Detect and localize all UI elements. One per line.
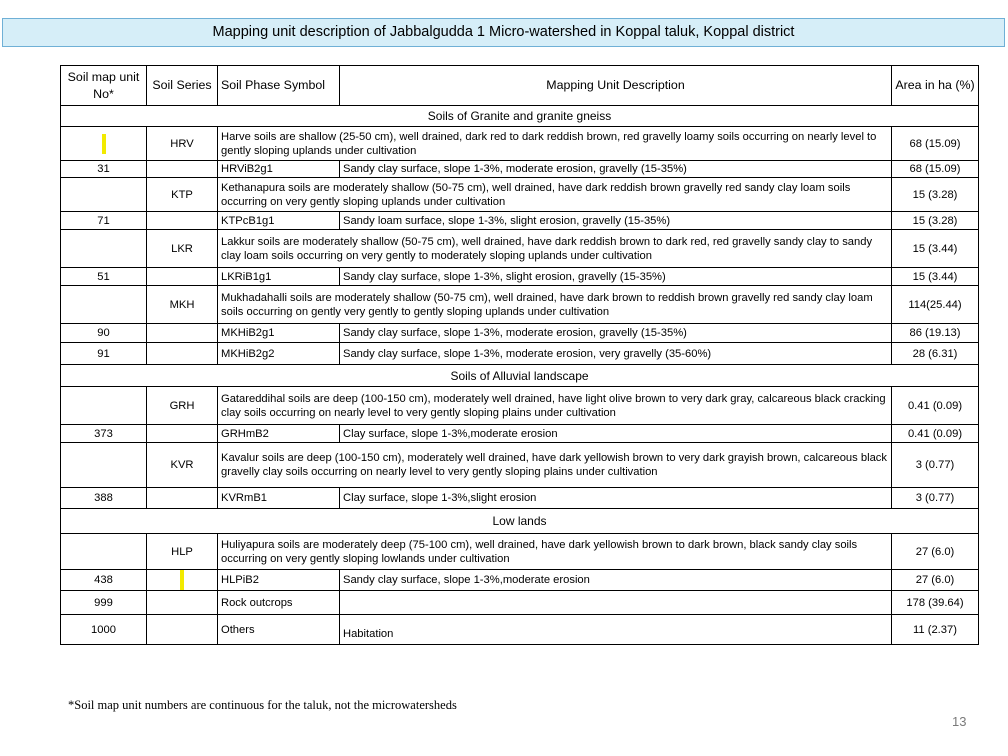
series-cell: MKH: [147, 286, 218, 324]
unit-no-cell-empty: [61, 230, 147, 268]
series-description: Mukhadahalli soils are moderately shallow (50-75 cm), well drained, have dark brown to reddish brown gravelly red sandy clay loam soils occurring on gently very gently to gently sloping uplands under cultivation: [218, 286, 892, 324]
phase-description: Habitation: [340, 615, 892, 645]
section-row-lowlands: [61, 509, 979, 534]
area-cell: 3 (0.77): [892, 443, 979, 488]
unit-no-cell: 388: [61, 488, 147, 509]
phase-description: Sandy loam surface, slope 1-3%, slight erosion, gravelly (15-35%): [340, 212, 892, 230]
mapping-unit-table: [60, 65, 979, 645]
phase-symbol: Rock outcrops: [218, 591, 340, 615]
page-title: Mapping unit description of Jabbalgudda 1 Micro-watershed in Koppal taluk, Koppal district: [2, 18, 1005, 47]
series-row-mkh: [61, 286, 979, 324]
phase-row: [61, 161, 979, 178]
unit-no-cell: 438: [61, 570, 147, 591]
series-cell-empty: [147, 488, 218, 509]
phase-row: [61, 324, 979, 343]
area-cell: 86 (19.13): [892, 324, 979, 343]
col-header-series: Soil Series: [147, 66, 218, 106]
unit-no-cell: 373: [61, 425, 147, 443]
series-description: Kethanapura soils are moderately shallow (50-75 cm), well drained, have dark reddish brown gravelly red sandy clay loam soils occurring on very gently sloping uplands under cultivation: [218, 178, 892, 212]
series-cell-empty: [147, 591, 218, 615]
unit-no-cell: 91: [61, 343, 147, 365]
phase-symbol: Others: [218, 615, 340, 645]
series-cell: KVR: [147, 443, 218, 488]
unit-no-cell: 1000: [61, 615, 147, 645]
area-cell: 28 (6.31): [892, 343, 979, 365]
series-row-lkr: [61, 230, 979, 268]
series-cell-empty: [147, 324, 218, 343]
phase-symbol: MKHiB2g2: [218, 343, 340, 365]
section-row-alluvial: [61, 365, 979, 387]
area-cell: 114(25.44): [892, 286, 979, 324]
series-cell: HLP: [147, 534, 218, 570]
phase-description: Sandy clay surface, slope 1-3%, moderate erosion, very gravelly (35-60%): [340, 343, 892, 365]
area-cell: 15 (3.28): [892, 212, 979, 230]
series-cell: KTP: [147, 178, 218, 212]
area-cell: 15 (3.44): [892, 230, 979, 268]
section-title: Soils of Granite and granite gneiss: [61, 106, 979, 127]
phase-row: [61, 268, 979, 286]
phase-description: Sandy clay surface, slope 1-3%, slight erosion, gravelly (15-35%): [340, 268, 892, 286]
series-cell-empty: [147, 161, 218, 178]
area-cell: 68 (15.09): [892, 161, 979, 178]
phase-symbol: HLPiB2: [218, 570, 340, 591]
series-description: Huliyapura soils are moderately deep (75-100 cm), well drained, have dark yellowish brown to dark brown, black sandy clay soils occurring on very gently sloping lowlands under cultivation: [218, 534, 892, 570]
area-cell: 0.41 (0.09): [892, 387, 979, 425]
series-cell-empty: [147, 212, 218, 230]
page-number: 13: [952, 714, 967, 729]
phase-description-empty: [340, 591, 892, 615]
area-cell: 0.41 (0.09): [892, 425, 979, 443]
series-row-kvr: [61, 443, 979, 488]
misc-row-rock: [61, 591, 979, 615]
area-cell: 11 (2.37): [892, 615, 979, 645]
unit-no-cell: 51: [61, 268, 147, 286]
series-cell-empty: [147, 268, 218, 286]
unit-no-cell: 999: [61, 591, 147, 615]
col-header-phase: Soil Phase Symbol: [218, 66, 340, 106]
area-cell: 27 (6.0): [892, 534, 979, 570]
series-cell-empty: [147, 615, 218, 645]
phase-description: Sandy clay surface, slope 1-3%, moderate erosion, gravelly (15-35%): [340, 324, 892, 343]
section-title: Soils of Alluvial landscape: [61, 365, 979, 387]
highlight-marker: [102, 134, 106, 154]
series-row-hrv: [61, 127, 979, 161]
phase-row: [61, 343, 979, 365]
series-description: Lakkur soils are moderately shallow (50-75 cm), well drained, have dark reddish brown to dark red, red gravelly sandy clay to sandy clay loam soils occurring on very gently to moderately sloping uplands under cultivation: [218, 230, 892, 268]
phase-symbol: GRHmB2: [218, 425, 340, 443]
phase-description: Clay surface, slope 1-3%,moderate erosion: [340, 425, 892, 443]
phase-symbol: HRViB2g1: [218, 161, 340, 178]
phase-description: Clay surface, slope 1-3%,slight erosion: [340, 488, 892, 509]
unit-no-cell: [61, 127, 147, 161]
series-cell-empty: [147, 425, 218, 443]
col-header-area: Area in ha (%): [892, 66, 979, 106]
series-cell-empty: [147, 343, 218, 365]
phase-symbol: KTPcB1g1: [218, 212, 340, 230]
unit-no-cell: 31: [61, 161, 147, 178]
unit-no-cell: 90: [61, 324, 147, 343]
header-row: [61, 66, 979, 106]
unit-no-cell-empty: [61, 178, 147, 212]
phase-symbol: LKRiB1g1: [218, 268, 340, 286]
section-row-granite: [61, 106, 979, 127]
unit-no-cell-empty: [61, 387, 147, 425]
unit-no-cell-empty: [61, 286, 147, 324]
series-row-hlp: [61, 534, 979, 570]
phase-symbol: MKHiB2g1: [218, 324, 340, 343]
phase-row: [61, 425, 979, 443]
footnote: *Soil map unit numbers are continuous for the taluk, not the microwatersheds: [68, 698, 457, 712]
col-header-description: Mapping Unit Description: [340, 66, 892, 106]
series-cell: GRH: [147, 387, 218, 425]
highlight-marker: [180, 570, 184, 590]
series-cell: LKR: [147, 230, 218, 268]
misc-row-others: [61, 615, 979, 645]
unit-no-cell-empty: [61, 534, 147, 570]
phase-row: [61, 570, 979, 591]
phase-description: Sandy clay surface, slope 1-3%, moderate erosion, gravelly (15-35%): [340, 161, 892, 178]
phase-row: [61, 488, 979, 509]
area-cell: 68 (15.09): [892, 127, 979, 161]
area-cell: 178 (39.64): [892, 591, 979, 615]
phase-symbol: KVRmB1: [218, 488, 340, 509]
series-row-ktp: [61, 178, 979, 212]
series-cell-empty: [147, 570, 218, 591]
col-header-unit-no: Soil map unit No*: [61, 66, 147, 106]
series-description: Kavalur soils are deep (100-150 cm), moderately well drained, have dark yellowish brown to very dark grayish brown, calcareous black gravelly clay soils occurring on nearly level to very gently sloping plains under cultivation: [218, 443, 892, 488]
area-cell: 15 (3.44): [892, 268, 979, 286]
phase-description: Sandy clay surface, slope 1-3%,moderate erosion: [340, 570, 892, 591]
unit-no-cell-empty: [61, 443, 147, 488]
phase-row: [61, 212, 979, 230]
area-cell: 15 (3.28): [892, 178, 979, 212]
series-cell: HRV: [147, 127, 218, 161]
area-cell: 3 (0.77): [892, 488, 979, 509]
unit-no-cell: 71: [61, 212, 147, 230]
area-cell: 27 (6.0): [892, 570, 979, 591]
section-title: Low lands: [61, 509, 979, 534]
series-row-grh: [61, 387, 979, 425]
series-description: Gatareddihal soils are deep (100-150 cm), moderately well drained, have light olive brown to very dark gray, calcareous black cracking clay soils occurring on nearly level to very gently sloping plains under cultivation: [218, 387, 892, 425]
series-description: Harve soils are shallow (25-50 cm), well drained, dark red to dark reddish brown, red gravelly loamy soils occurring on nearly level to gently sloping uplands under cultivation: [218, 127, 892, 161]
